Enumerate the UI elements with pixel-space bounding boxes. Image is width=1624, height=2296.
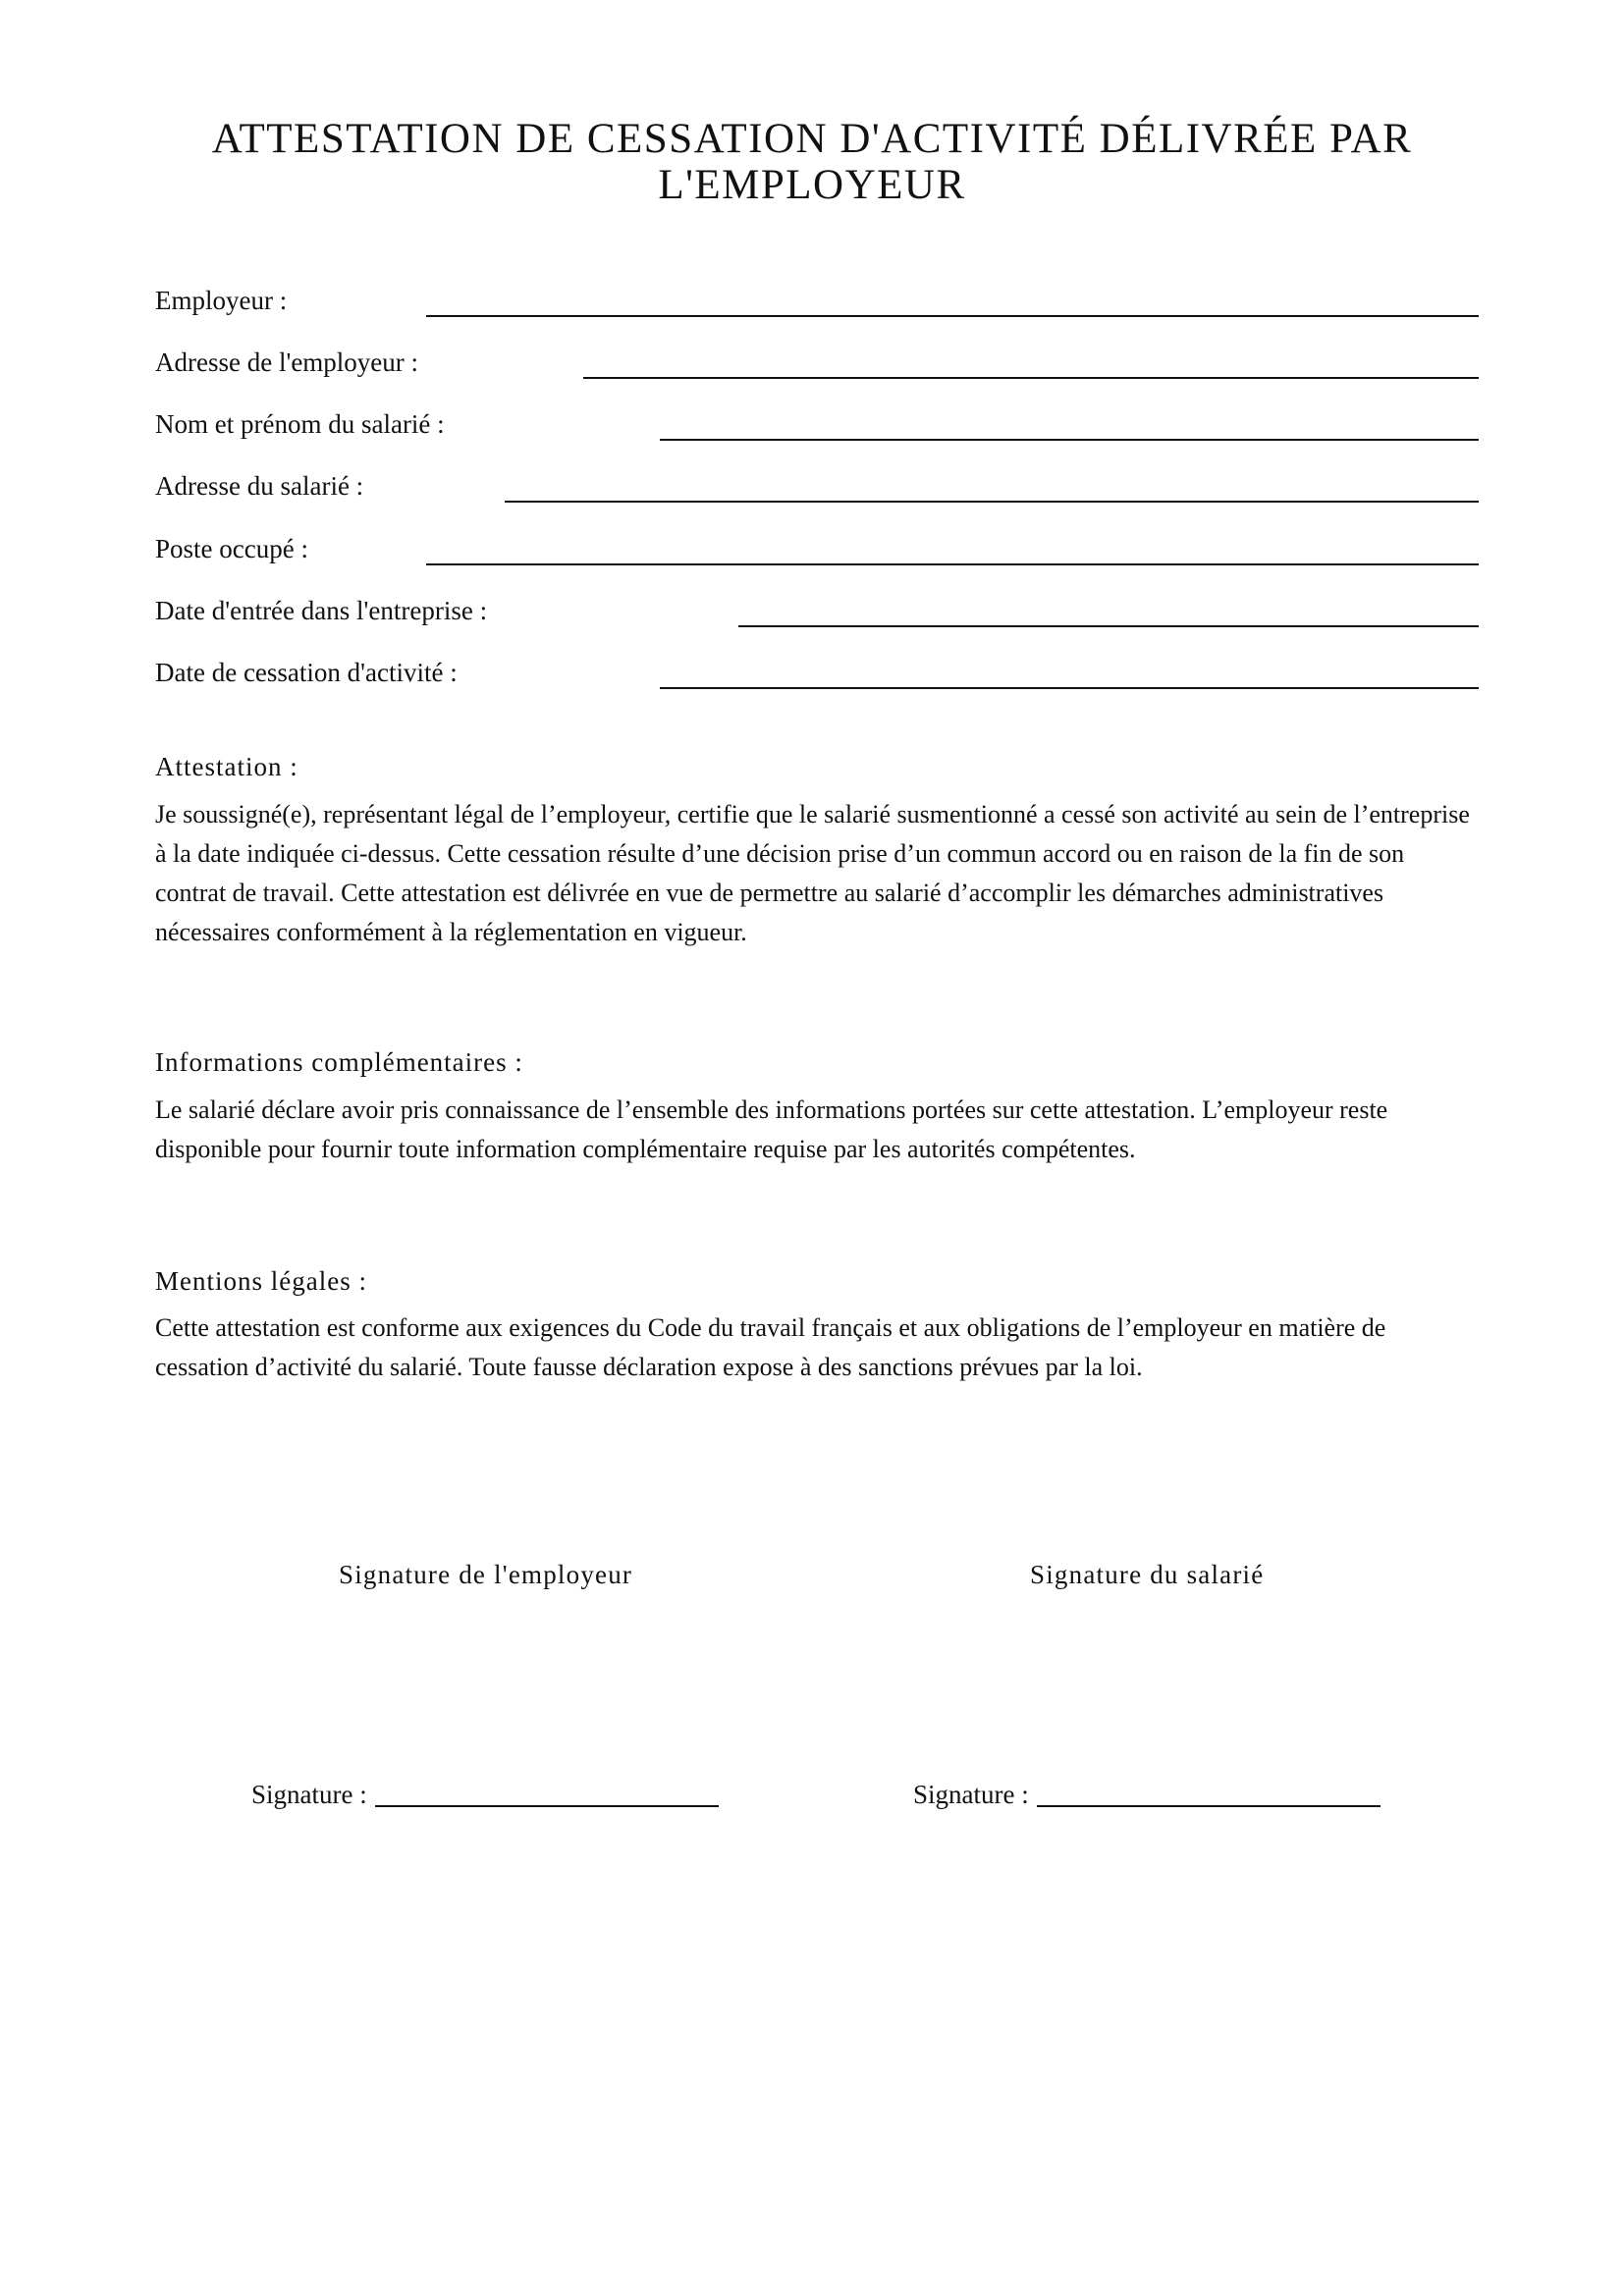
document-title: ATTESTATION DE CESSATION D'ACTIVITÉ DÉLIVRÉE PAR L'EMPLOYEUR	[211, 116, 1413, 208]
field-label-poste: Poste occupé :	[155, 534, 308, 563]
field-date-entree	[155, 595, 1479, 634]
field-label-nom-salarie: Nom et prénom du salarié :	[155, 409, 445, 439]
field-nom-salarie	[155, 408, 1479, 448]
signature-heading-salarie: Signature du salarié	[1030, 1560, 1265, 1589]
field-employeur	[155, 285, 1479, 324]
field-line-date-cessation[interactable]	[660, 687, 1479, 689]
section-text-attestation: Je soussigné(e), représentant légal de l’employeur, certifie que le salarié susmentionné a cessé son activité au sein de l’entreprise à la date indiquée ci-dessus. Cette cessation résulte d’une décision prise d’un commun accord ou en raison de la fin de son contrat de travail. Cette attestation est délivrée en vue de permettre au salarié d’accomplir les démarches administratives nécessaires conformément à la réglementation en vigueur.	[155, 800, 1470, 946]
field-line-adresse-salarie[interactable]	[505, 501, 1479, 503]
signature-heading-employeur: Signature de l'employeur	[339, 1560, 633, 1589]
section-text-mentions: Cette attestation est conforme aux exigences du Code du travail français et aux obligations de l’employeur en matière de cessation d’activité du salarié. Toute fausse déclaration expose à des sanctions prévues par la loi.	[155, 1313, 1386, 1381]
field-line-adresse-employeur[interactable]	[583, 377, 1479, 379]
field-label-date-cessation: Date de cessation d'activité :	[155, 658, 458, 687]
field-poste	[155, 533, 1479, 572]
field-line-date-entree[interactable]	[738, 625, 1479, 627]
field-date-cessation	[155, 657, 1479, 696]
signature-label-employeur: Signature :	[251, 1780, 367, 1809]
section-text-informations: Le salarié déclare avoir pris connaissance de l’ensemble des informations portées sur cette attestation. L’employeur reste disponible pour fournir toute information complémentaire requise par les autorités compétentes.	[155, 1095, 1388, 1163]
field-label-adresse-employeur: Adresse de l'employeur :	[155, 347, 419, 377]
field-line-nom-salarie[interactable]	[660, 439, 1479, 441]
section-heading-informations: Informations complémentaires :	[155, 1047, 523, 1077]
field-label-adresse-salarie: Adresse du salarié :	[155, 471, 364, 501]
signature-blank-employeur[interactable]	[375, 1805, 719, 1807]
section-heading-attestation: Attestation :	[155, 752, 298, 781]
signature-line-salarie	[913, 1779, 1380, 1810]
section-heading-mentions: Mentions légales :	[155, 1266, 367, 1296]
signature-label-salarie: Signature :	[913, 1780, 1029, 1809]
field-label-date-entree: Date d'entrée dans l'entreprise :	[155, 596, 488, 625]
field-adresse-salarie	[155, 470, 1479, 509]
field-label-employeur: Employeur :	[155, 286, 288, 315]
signature-line-employeur	[251, 1779, 719, 1810]
field-line-employeur[interactable]	[426, 315, 1479, 317]
signature-blank-salarie[interactable]	[1037, 1805, 1380, 1807]
field-line-poste[interactable]	[426, 563, 1479, 565]
field-adresse-employeur	[155, 347, 1479, 386]
